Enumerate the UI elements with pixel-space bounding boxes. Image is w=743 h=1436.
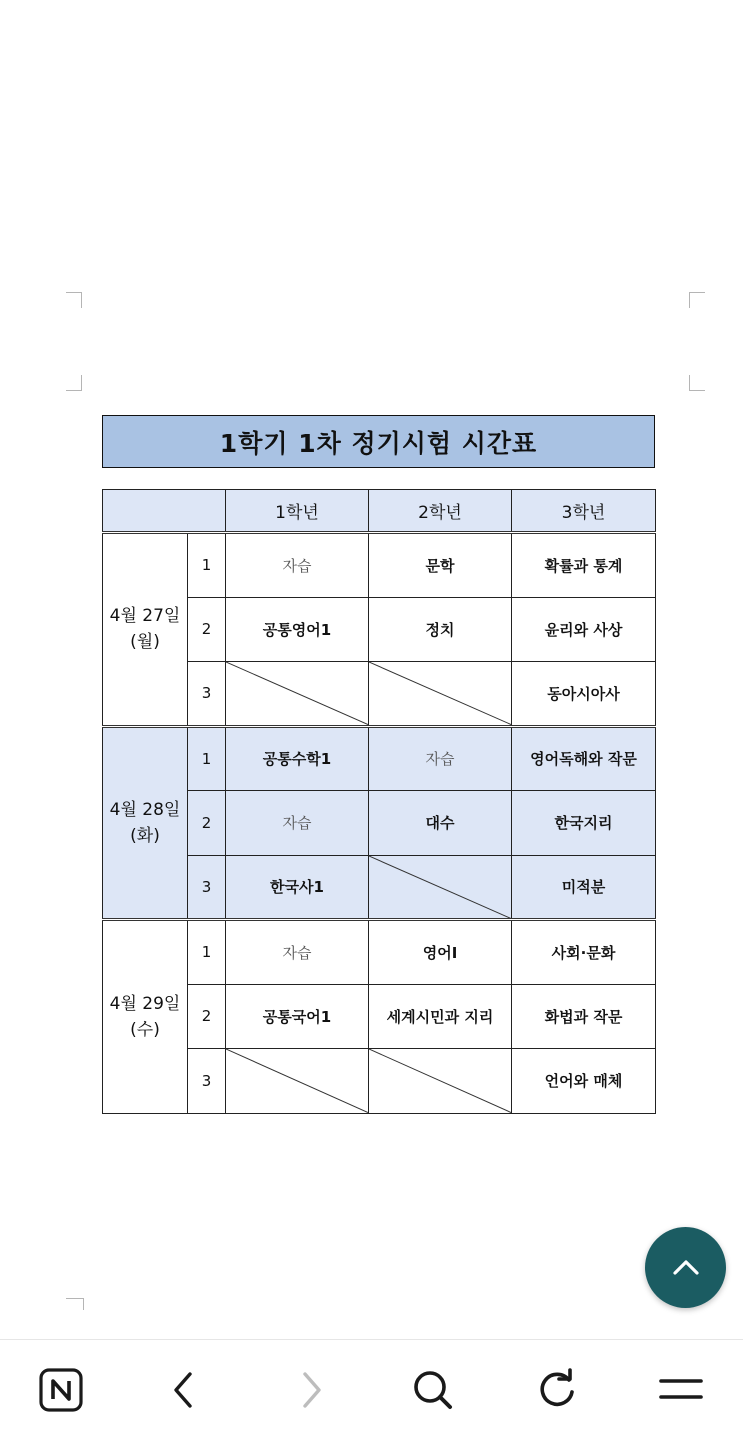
empty-slot-diagonal [369,1049,512,1114]
date-cell [103,533,188,727]
header-corner [103,490,226,533]
grade1-subject: 자습 [226,920,369,985]
grade2-subject: 영어Ⅰ [369,920,512,985]
grade1-subject: 한국사1 [226,855,369,920]
grade2-subject: 정치 [369,597,512,662]
date-label: 4월 27일 [109,606,181,627]
grade3-subject: 미적분 [512,855,656,920]
crop-mark-top-right [689,292,705,308]
period-number: 1 [188,920,226,985]
chevron-right-icon [291,1370,331,1410]
browser-bottom-toolbar [0,1339,743,1436]
crop-mark-bottom-left [66,375,82,391]
refresh-icon [535,1368,579,1412]
table-row [103,920,656,985]
menu-button[interactable] [657,1366,705,1414]
crop-mark-top-left [66,292,82,308]
date-cell [103,920,188,1114]
grade2-subject: 자습 [369,726,512,791]
menu-icon [658,1370,704,1410]
period-number: 2 [188,984,226,1049]
chevron-left-icon [164,1370,204,1410]
empty-slot-diagonal [369,855,512,920]
weekday-label: (화) [130,825,160,846]
period-number: 2 [188,791,226,856]
period-number: 2 [188,597,226,662]
header-grade1: 1학년 [226,490,369,533]
header-grade2: 2학년 [369,490,512,533]
empty-slot-diagonal [369,662,512,727]
grade3-subject: 윤리와 사상 [512,597,656,662]
grade2-subject: 문학 [369,533,512,598]
grade3-subject: 사회·문화 [512,920,656,985]
grade3-subject: 영어독해와 작문 [512,726,656,791]
grade1-subject: 자습 [226,533,369,598]
search-icon [411,1368,455,1412]
weekday-label: (월) [130,632,160,653]
period-number: 3 [188,855,226,920]
search-button[interactable] [409,1366,457,1414]
page-title [102,415,655,468]
exam-schedule-table [102,489,656,1114]
period-number: 3 [188,1049,226,1114]
grade3-subject: 확률과 통계 [512,533,656,598]
refresh-button[interactable] [533,1366,581,1414]
weekday-label: (수) [130,1019,160,1040]
grade2-subject: 세계시민과 지리 [369,984,512,1049]
forward-button[interactable] [287,1366,335,1414]
period-number: 1 [188,533,226,598]
back-button[interactable] [160,1366,208,1414]
date-cell [103,726,188,920]
table-row [103,533,656,598]
empty-slot-diagonal [226,662,369,727]
grade1-subject: 자습 [226,791,369,856]
grade1-subject: 공통국어1 [226,984,369,1049]
home-button[interactable] [37,1366,85,1414]
crop-mark-bottom-right [689,375,705,391]
header-row [103,490,656,533]
grade3-subject: 동아시아사 [512,662,656,727]
date-label: 4월 28일 [109,799,181,820]
title-text: 1학기 1차 정기시험 시간표 [219,428,538,458]
grade1-subject: 공통수학1 [226,726,369,791]
period-number: 3 [188,662,226,727]
period-number: 1 [188,726,226,791]
table-row [103,726,656,791]
scroll-to-top-button[interactable] [645,1227,726,1308]
header-grade3: 3학년 [512,490,656,533]
date-label: 4월 29일 [109,993,181,1014]
empty-slot-diagonal [226,1049,369,1114]
grade3-subject: 화법과 작문 [512,984,656,1049]
chevron-up-icon [669,1251,703,1285]
grade1-subject: 공통영어1 [226,597,369,662]
grade3-subject: 언어와 매체 [512,1049,656,1114]
naver-n-icon [38,1367,84,1413]
grade3-subject: 한국지리 [512,791,656,856]
grade2-subject: 대수 [369,791,512,856]
crop-mark-page-bottom [66,1298,84,1310]
